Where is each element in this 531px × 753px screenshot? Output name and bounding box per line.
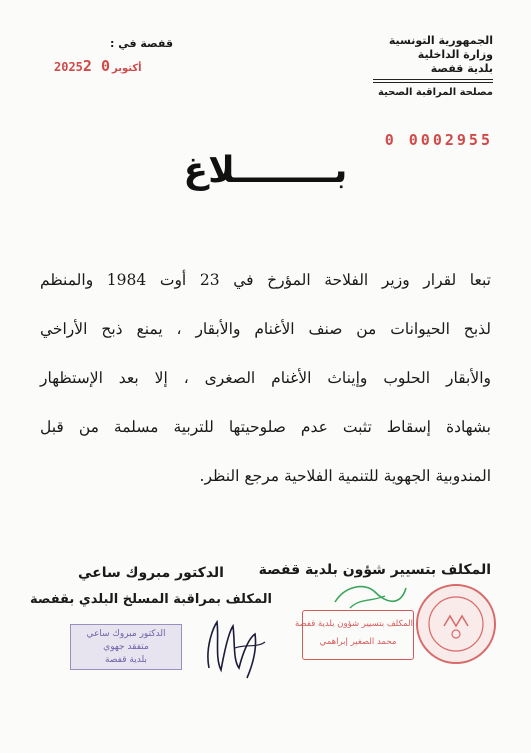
republic-header: الجمهورية التونسية <box>388 34 493 47</box>
service-name: مصلحة المراقبة الصحية <box>378 87 493 98</box>
date-year: 2025 <box>54 60 83 74</box>
body-line: بشهادة إسقاط تثبت عدم صلوحيتها للتربية مسلمة من قبل <box>40 418 491 436</box>
rect-stamp-line: المكلف بتسيير شؤون بلدية قفصة <box>294 619 413 629</box>
inspector-stamp-line: بلدية قفصة <box>105 655 147 665</box>
letterhead <box>343 34 493 98</box>
green-initials-mark <box>330 578 410 614</box>
inspector-stamp <box>70 624 182 670</box>
municipality-header: بلدية قفصة <box>430 62 493 75</box>
date-stamp <box>54 56 144 75</box>
signatory-left-title: المكلف بمراقبة المسلخ البلدي بقفصة <box>30 592 272 607</box>
body-line: والأبقار الحلوب وإيناث الأغنام الصغرى ، إلا بعد الإستظهار <box>40 369 491 387</box>
inspector-stamp-line: متفقد جهوي <box>103 642 149 652</box>
place-date-label: قفصة في : <box>110 37 174 50</box>
municipality-seal <box>414 582 498 666</box>
notice-body <box>40 256 491 501</box>
signatory-right-title: المكلف بتسيير شؤون بلدية قفصة <box>258 562 491 578</box>
handwritten-signature <box>195 608 273 686</box>
date-month: أكتوبر <box>112 63 142 74</box>
reference-number: 0 0002955 <box>384 131 493 149</box>
rect-stamp-line: محمد الصغير إبراهمي <box>319 637 397 647</box>
municipality-rect-stamp <box>294 610 414 660</box>
signatory-left-name: الدكتور مبروك ساعي <box>78 565 224 581</box>
header-divider-second <box>373 82 493 83</box>
body-line: تبعا لقرار وزير الفلاحة المؤرخ في 23 أوت 1984 والمنظم <box>40 271 491 289</box>
notice-title: بــــــــلاغ <box>183 150 348 191</box>
body-line: المندوبية الجهوية للتنمية الفلاحية مرجع النظر. <box>199 467 491 485</box>
inspector-stamp-line: الدكتور مبروك ساعي <box>86 629 166 639</box>
date-day: 0 2 <box>82 57 110 75</box>
body-line: لذبح الحيوانات من صنف الأغنام والأبقار ، يمنع ذبح الأراخي <box>40 320 491 338</box>
ministry-header: وزارة الداخلية <box>417 48 493 61</box>
header-divider <box>373 79 493 80</box>
